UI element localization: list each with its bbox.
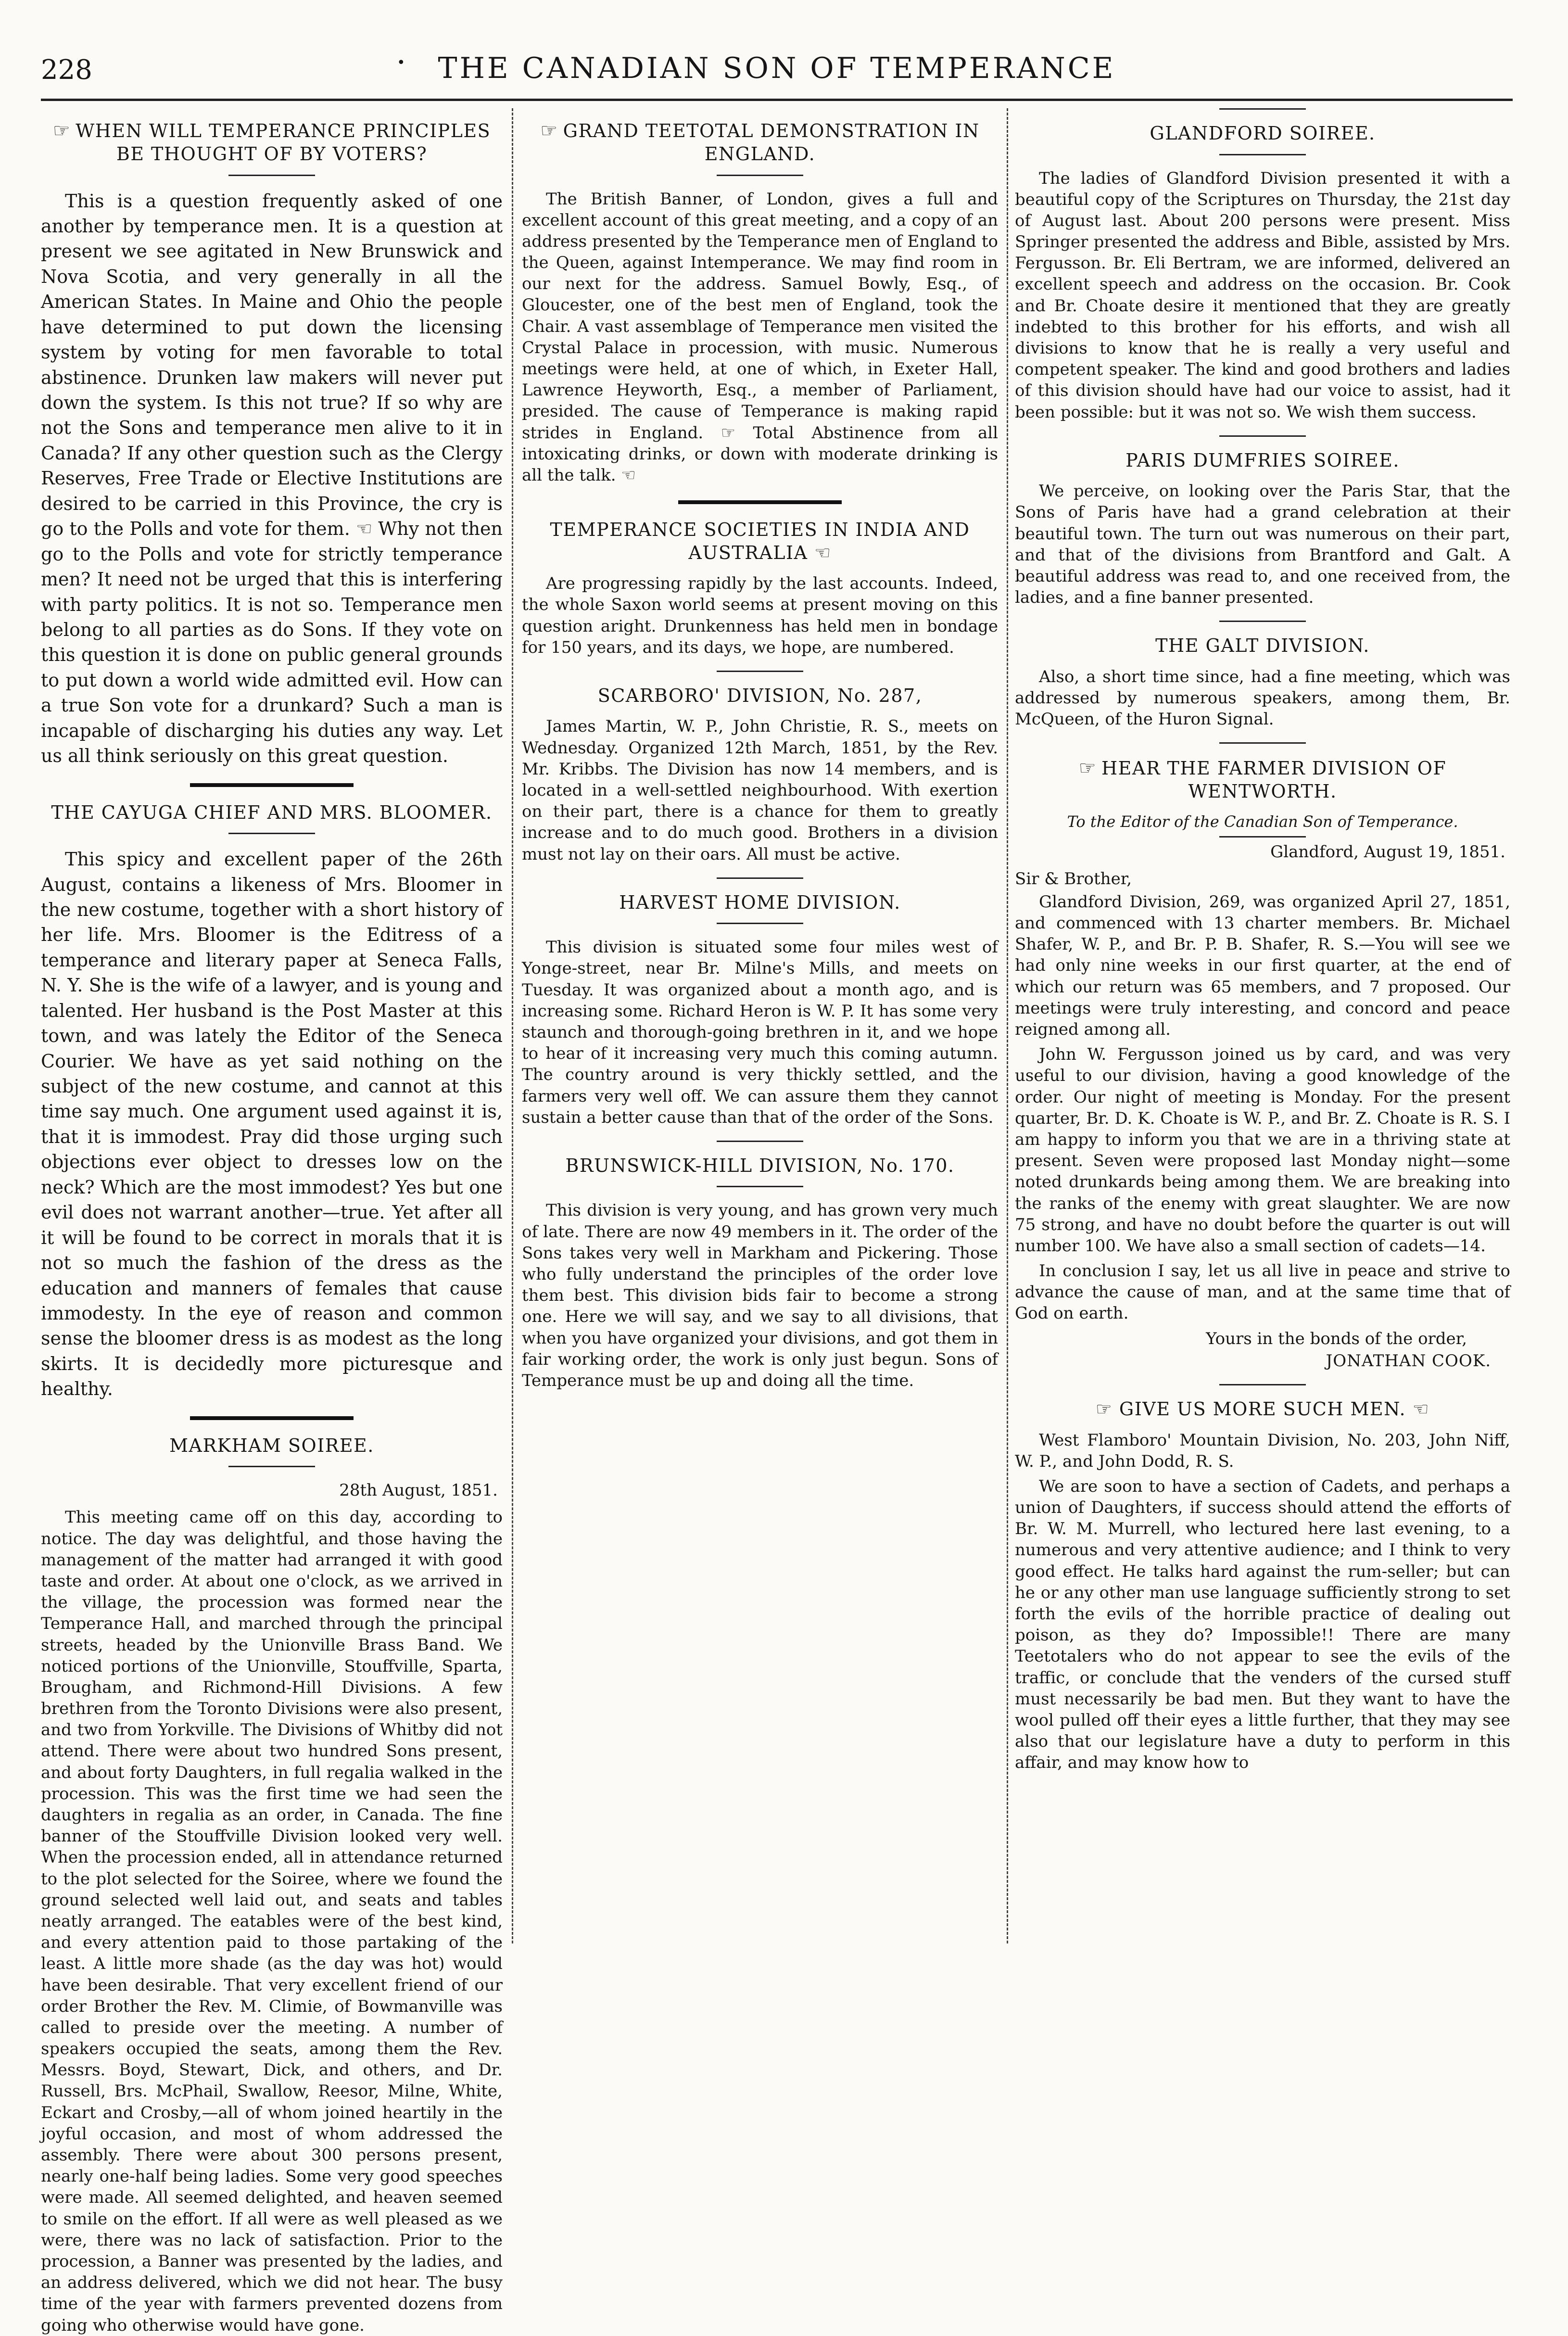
article-heading: HARVEST HOME DIVISION. [619, 891, 901, 913]
article-body: James Martin, W. P., John Christie, R. S., meets on Wednesday. Organized 12th March, 1851, by the Rev. Mr. Kribbs. The Division has now 14 members, and is located in a well-settled neighbourhood. With exertion on their part, there is a chance for them to greatly increase and to do much good. Brothers in a division must not lay on their oars. All must be active. [522, 717, 998, 864]
divider [717, 175, 803, 176]
newspaper-title [41, 51, 1513, 85]
article-body: This division is very young, and has grown very much of late. There are now 49 members in it. The order of the Sons takes very well in Markham and Pickering. Those who fully understand the principles of the order love them best. This division bids fair to become a strong one. Here we will say, and we say to all divisions, that when you have organized your divisions, and got them in fair working order, the work is only just begun. Sons of Temperance must be up and doing all the time. [522, 1201, 998, 1390]
article-brunswick [522, 1155, 998, 1391]
column-2 [522, 108, 998, 1943]
article-heading: MARKHAM SOIREE. [169, 1435, 374, 1456]
article-body: This meeting came off on this day, according to notice. The day was delightful, and those having the management of the matter had arranged it with good taste and order. At about one o'clock, as we arrived in the village, the procession was formed near the Temperance Hall, and marched through the principal streets, headed by the Unionville Brass Band. We noticed portions of the Unionville, Stouffville, Sparta, Brougham, and Richmond-Hill Divisions. A few brethren from the Toronto Divisions were also present, and two from Yorkville. The Divisions of Whitby did not attend. There were about two hundred Sons present, and about forty Daughters, in full regalia walked in the procession. This was the first time we had seen the daughters in regalia as an order, in Canada. The fine banner of the Stouffville Division looked very well. When the procession ended, all in attendance returned to the plot selected for the Soiree, where we found the ground selected well laid out, and seats and tables neatly arranged. The eatables were of the best kind, and every attention paid to those partaking of the least. A little more shade (as the day was hot) would have been desirable. That very excellent friend of our order Brother the Rev. M. Climie, of Bowmanville was called to preside over the meeting. A number of speakers occupied the seats, among them the Rev. Messrs. Boyd, Stewart, Dick, and others, and Dr. Russell, Brs. McPhail, Swallow, Reesor, Milne, White, Eckart and Crosby,—all of whom joined heartily in the joyful occasion, and most of whom addressed the assembly. There were about 300 persons present, nearly one-half being ladies. Some very good speeches were made. All seemed delighted, and heaven seemed to smile on the effort. If all were as well pleased as we were, there was no lack of satisfaction. Prior to the procession, a Banner was presented by the ladies, and an address delivered, which we did not hear. The busy time of the year with farmers prevented dozens from going who otherwise would have gone. [41, 1508, 503, 2335]
pointing-hand-icon: ☞ [540, 120, 558, 142]
article-heading: TEMPERANCE SOCIETIES IN INDIA AND AUSTRALIA ☜ [550, 519, 970, 563]
divider [1219, 154, 1306, 155]
pointing-hand-icon: ☞ [52, 120, 71, 142]
pointing-hand-icon: ☞ [1078, 757, 1097, 780]
article-body: This spicy and excellent paper of the 26th August, contains a likeness of Mrs. Bloomer in the new costume, together with a short history of her life. Mrs. Bloomer is the Editress of a temperance and literary paper at Seneca Falls, N. Y. She is the wife of a lawyer, and is young and talented. Her husband is the Post Master at this town, and was lately the Editor of the Seneca Courier. We have as yet said nothing on the subject of the new costume, and cannot at this time say much. One argument used against it is, that it is immodest. Pray did those urging such objections ever object to dresses low on the neck? Which are the most immodest? Yes but one evil does not warrant another—true. Yet after all it will be found to be correct in morals that it is not so much the fashion of the dress as the education and manners of females that cause immodesty. In the eye of reason and common sense the bloomer dress is as modest as the long skirts. It is decidedly more picturesque and healthy. [41, 849, 503, 1400]
article-grand [522, 119, 998, 486]
letter-paragraph: John W. Fergusson joined us by card, and was very useful to our division, having a good knowledge of the order. Our night of meeting is Monday. For the present quarter, Br. D. K. Choate is W. P., and Br. Z. Choate is R. S. I am happy to inform you that we are in a thriving state at present. Seven were proposed last Monday night—some noted drunkards being among them. We are breaking into the ranks of the enemy with great slaughter. We are now 75 strong, and have no doubt before the quarter is out will number 100. We have also a small section of cadets—14. [1015, 1045, 1510, 1256]
divider [678, 500, 842, 504]
article-more-men [1015, 1398, 1510, 1774]
article-farmer [1015, 756, 1510, 1371]
article-voters [41, 119, 503, 769]
separator-dot: • [397, 54, 408, 71]
divider [228, 833, 315, 834]
article-harvest [522, 891, 998, 1128]
article-scarboro [522, 685, 998, 865]
article-heading: THE GALT DIVISION. [1155, 635, 1370, 657]
article-markham [41, 1435, 503, 2336]
divider [190, 1416, 354, 1420]
article-body: The ladies of Glandford Division presented it with a beautiful copy of the Scriptures on Thursday, the 21st day of August last. About 200 persons were present. Miss Springer presented the address and Bible, assisted by Mrs. Fergusson. Br. Eli Bertram, we are informed, delivered an excellent speech and address on the occasion. Br. Cook and Br. Choate desire it mentioned that they are greatly indebted to this brother for his efforts, and wish all divisions to know that he is really a very useful and competent speaker. The kind and good brothers and ladies of this division should have had our voice to assist, had it been possible: but it was not so. We wish them success. [1015, 168, 1510, 422]
article-body: The British Banner, of London, gives a full and excellent account of this great meeting, and a copy of an address presented by the Temperance men of England to the Queen, against Intemperance. We may find room in our next for the address. Samuel Bowly, Esq., of Gloucester, one of the best men of England, took the Chair. A vast assemblage of Temperance men visited the Crystal Palace in procession, with music. Numerous meetings were held, at one of which, in Exeter Hall, Lawrence Heyworth, Esq., a member of Parliament, presided. The cause of Temperance is making rapid strides in England. ☞ Total Abstinence from all intoxicating drinks, or down with moderate drinking is all the talk. ☜ [522, 189, 998, 485]
title-text: THE CANADIAN SON OF TEMPERANCE [438, 51, 1116, 85]
letter-paragraph: Glandford Division, 269, was organized April 27, 1851, and commenced with 13 charter members. Br. Michael Shafer, W. P., and Br. P. B. Shafer, R. S.—You will see we had only nine weeks in our first quarter, at the end of which our return was 65 members, and 7 proposed. Our meetings were truly interesting, and concord and peace reigned among all. [1015, 892, 1510, 1040]
letter-closing: Yours in the bonds of the order, [1206, 1329, 1467, 1348]
article-india [522, 519, 998, 658]
divider [1219, 836, 1306, 838]
page-number: 228 [41, 54, 92, 86]
article-body: Are progressing rapidly by the last accounts. Indeed, the whole Saxon world seems at present moving on this question aright. Drunkenness has held men in bondage for 150 years, and its days, we hope, are numbered. [522, 574, 998, 657]
divider [1219, 435, 1306, 437]
article-date: 28th August, 1851. [339, 1481, 498, 1500]
divider [717, 1186, 803, 1187]
article-heading: ☞ GRAND TEETOTAL DEMONSTRATION IN ENGLAND. [540, 120, 980, 165]
column-rule-2 [1007, 108, 1008, 1943]
article-heading: SCARBORO' DIVISION, No. 287, [597, 685, 923, 706]
article-heading: ☞ GIVE US MORE SUCH MEN. ☜ [1095, 1398, 1430, 1420]
article-heading: GLANDFORD SOIREE. [1150, 123, 1376, 144]
salutation: Sir & Brother, [1015, 869, 1132, 889]
column-rule-1 [512, 108, 513, 1943]
column-1 [41, 108, 503, 2335]
article-heading: PARIS DUMFRIES SOIREE. [1125, 449, 1400, 471]
article-body: We perceive, on looking over the Paris Star, that the Sons of Paris have had a grand celebration at their beautiful town. The turn out was numerous on their part, and that of the divisions from Brantford and Galt. A beautiful address was read to, and one received from, the ladies, and a fine banner presented. [1015, 482, 1510, 608]
article-galt [1015, 635, 1510, 730]
article-heading: BRUNSWICK-HILL DIVISION, No. 170. [565, 1155, 955, 1176]
letter-paragraph: In conclusion I say, let us all live in peace and strive to advance the cause of man, and at the same time that of God on earth. [1015, 1261, 1510, 1323]
masthead [41, 51, 1513, 101]
divider [1219, 621, 1306, 622]
letter-signature: JONATHAN COOK. [1326, 1351, 1491, 1371]
article-heading: THE CAYUGA CHIEF AND MRS. BLOOMER. [51, 801, 493, 823]
divider [1219, 1384, 1306, 1385]
article-glandford [1015, 122, 1510, 423]
divider [190, 783, 354, 787]
article-cayuga [41, 801, 503, 1402]
article-body: This division is situated some four miles west of Yonge-street, near Br. Milne's Mills, and meets on Tuesday. It was organized about a month ago, and is increasing some. Richard Heron is W. P. It has some very staunch and thorough-going brethren in it, and we hope to hear of it increasing very much this coming autumn. The country around is very thickly settled, and the farmers very well off. We can assure them they cannot sustain a better cause than that of the order of the Sons. [522, 938, 998, 1127]
divider [1219, 742, 1306, 744]
divider [717, 923, 803, 924]
divider [228, 1466, 315, 1467]
article-heading: ☞ HEAR THE FARMER DIVISION OF WENTWORTH. [1078, 757, 1447, 802]
divider [717, 877, 803, 879]
to-editor-line: To the Editor of the Canadian Son of Temperance. [1067, 812, 1458, 831]
article-body: We are soon to have a section of Cadets, and perhaps a union of Daughters, if success should attend the efforts of Br. W. M. Murrell, who lectured here last evening, to a numerous and very attentive audience; and I think to very good effect. He talks hard against the rum-seller; but can he or any other man use language sufficiently strong to set forth the evils of the horrible practice of dealing out poison, as they do? Impossible!! There are many Teetotalers who do not appear to see the evils of the traffic, or conclude that the venders of the cursed stuff must necessarily be bad men. But they want to have the wool pulled off their eyes a little further, that they may see also that our legislature have a duty to perform in this affair, and may know how to [1015, 1476, 1510, 1773]
article-dateline: Glandford, August 19, 1851. [1270, 842, 1505, 862]
article-body: Also, a short time since, had a fine meeting, which was addressed by numerous speakers, among them, Br. McQueen, of the Huron Signal. [1015, 667, 1510, 729]
column-3 [1015, 108, 1510, 1943]
divider [717, 1141, 803, 1142]
divider [1219, 108, 1306, 110]
article-intro: West Flamboro' Mountain Division, No. 203, John Niff, W. P., and John Dodd, R. S. [1015, 1430, 1510, 1471]
divider [228, 175, 315, 176]
article-heading: ☞ WHEN WILL TEMPERANCE PRINCIPLES BE THOUGHT OF BY VOTERS? [52, 120, 491, 165]
article-body: This is a question frequently asked of one another by temperance men. It is a question at present we see agitated in New Brunswick and Nova Scotia, and very generally in all the American States. In Maine and Ohio the people have determined to put down the licensing system by voting for men favorable to total abstinence. Drunken law makers will never put down the system. Is this not true? If so why are not the Sons and temperance men alive to it in Canada? If any other question such as the Clergy Reserves, Free Trade or Elective Institutions are desired to be carried in this Province, the cry is go to the Polls and vote for them. ☜ Why not then go to the Polls and vote for strictly temperance men? It need not be urged that this is interfering with party politics. It is not so. Temperance men belong to all parties as do Sons. If they vote on this question it is done on public general grounds to put down a world wide admitted evil. How can a true Son vote for a drunkard? Such a man is incapable of discharging his duties any way. Let us all think seriously on this great question. [41, 190, 503, 767]
divider [717, 671, 803, 672]
article-paris [1015, 449, 1510, 609]
